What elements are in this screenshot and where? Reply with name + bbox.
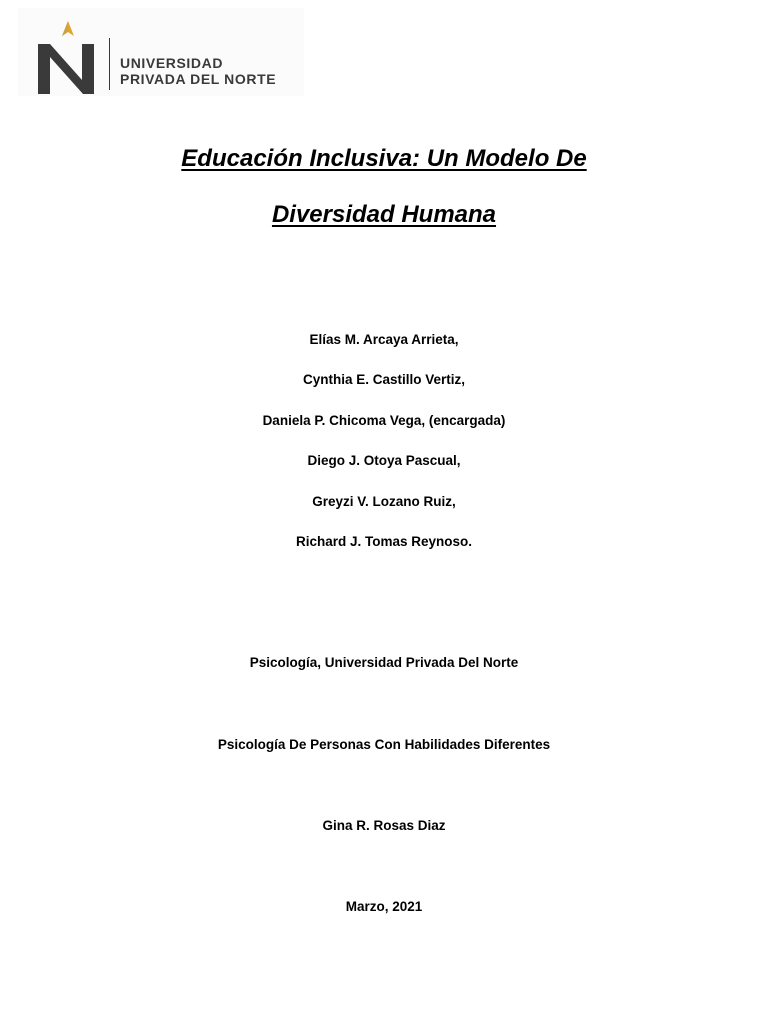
author-6: Richard J. Tomas Reynoso. xyxy=(295,534,473,549)
author-4: Diego J. Otoya Pascual, xyxy=(307,453,461,468)
logo-text xyxy=(120,55,276,87)
logo-text-line1: UNIVERSIDAD xyxy=(120,55,224,71)
course-name: Psicología De Personas Con Habilidades Diferentes xyxy=(217,737,551,752)
document-date: Marzo, 2021 xyxy=(345,899,423,914)
author-3: Daniela P. Chicoma Vega, (encargada) xyxy=(262,413,506,428)
author-1: Elías M. Arcaya Arrieta, xyxy=(309,332,459,347)
logo-n-mark-icon xyxy=(36,16,100,96)
university-logo xyxy=(18,8,304,96)
affiliation: Psicología, Universidad Privada Del Norte xyxy=(249,655,519,670)
author-2: Cynthia E. Castillo Vertiz, xyxy=(302,372,466,387)
author-5: Greyzi V. Lozano Ruiz, xyxy=(312,494,456,509)
logo-divider xyxy=(109,38,110,90)
instructor-name: Gina R. Rosas Diaz xyxy=(322,818,446,833)
document-title-line2: Diversidad Humana xyxy=(271,201,497,228)
logo-text-line2: PRIVADA DEL NORTE xyxy=(120,71,277,87)
document-title-line1: Educación Inclusiva: Un Modelo De xyxy=(181,145,587,172)
